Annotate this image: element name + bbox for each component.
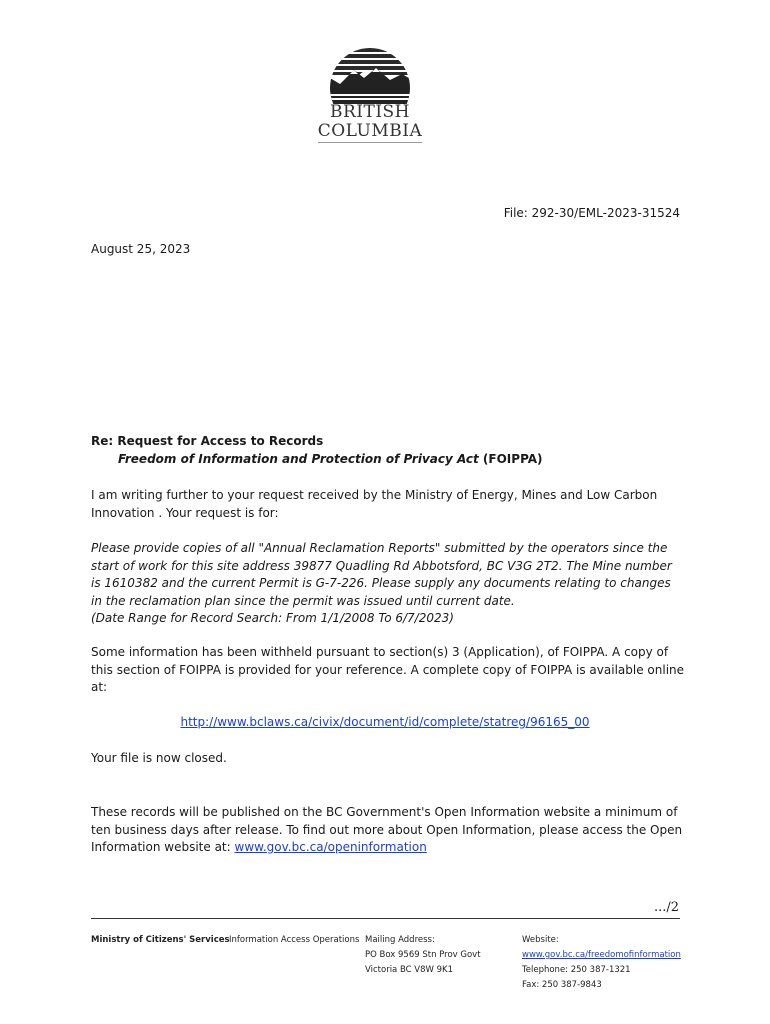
request-text: [91, 540, 681, 628]
request-description: Please provide copies of all "Annual Reclamation Reports" submitted by the operators since the start of work for this site address 39877 Quadling Rd Abbotsford, BC V3G 2T2. The Mine number is 1610382 and the current Permit is G-7-226. Please supply any documents relating to changes in the reclamation plan since the permit was issued until current date.: [91, 541, 672, 608]
logo-text-columbia: COLUMBIA: [317, 121, 423, 141]
closed-paragraph: Your file is now closed.: [91, 751, 227, 765]
mailing-label: Mailing Address:: [365, 935, 435, 945]
foippa-link-line: [0, 715, 770, 729]
footer-office: Information Access Operations: [229, 935, 360, 945]
open-information-link[interactable]: www.gov.bc.ca/openinformation: [234, 840, 427, 854]
footer-ministry: Ministry of Citizens' Services: [91, 935, 230, 945]
telephone: Telephone: 250 387-1321: [522, 965, 631, 975]
bc-government-logo: [314, 44, 426, 148]
logo-text-british: BRITISH: [329, 102, 411, 122]
open-information-text: These records will be published on the BC Government's Open Information website a minimum of ten business days after release. To find out more about Open Information, please access the Open Information website at:: [91, 805, 683, 854]
website-link[interactable]: www.gov.bc.ca/freedomofinformation: [522, 950, 681, 960]
footer-contact: [522, 933, 681, 993]
open-information-paragraph: [91, 804, 691, 857]
mailing-line-1: PO Box 9569 Stn Prov Govt: [365, 950, 481, 960]
fax: Fax: 250 387-9843: [522, 980, 602, 990]
withheld-paragraph: Some information has been withheld pursuant to section(s) 3 (Application), of FOIPPA. A copy of this section of FOIPPA is provided for your reference. A complete copy of FOIPPA is available online at:: [91, 645, 685, 694]
footer-divider: [91, 918, 680, 919]
mailing-line-2: Victoria BC V8W 9K1: [365, 965, 454, 975]
subject-act: [118, 452, 543, 466]
subject-line: Re: Request for Access to Records: [91, 434, 324, 448]
logo-divider: [318, 142, 422, 143]
letter-date: August 25, 2023: [91, 242, 191, 256]
intro-paragraph: I am writing further to your request received by the Ministry of Energy, Mines and Low Carbon Innovation . Your request is for:: [91, 488, 658, 520]
foippa-link[interactable]: http://www.bclaws.ca/civix/document/id/complete/statreg/96165_00: [180, 715, 590, 729]
act-name: Freedom of Information and Protection of Privacy Act: [118, 452, 479, 466]
website-label: Website:: [522, 935, 559, 945]
footer-mailing-address: [365, 933, 481, 978]
page-continuation-marker: .../2: [653, 900, 679, 915]
act-abbreviation: (FOIPPA): [478, 452, 543, 466]
file-reference: File: 292-30/EML-2023-31524: [503, 206, 680, 220]
sun-mountain-emblem-icon: [314, 44, 426, 104]
date-range: (Date Range for Record Search: From 1/1/2008 To 6/7/2023): [91, 611, 454, 625]
